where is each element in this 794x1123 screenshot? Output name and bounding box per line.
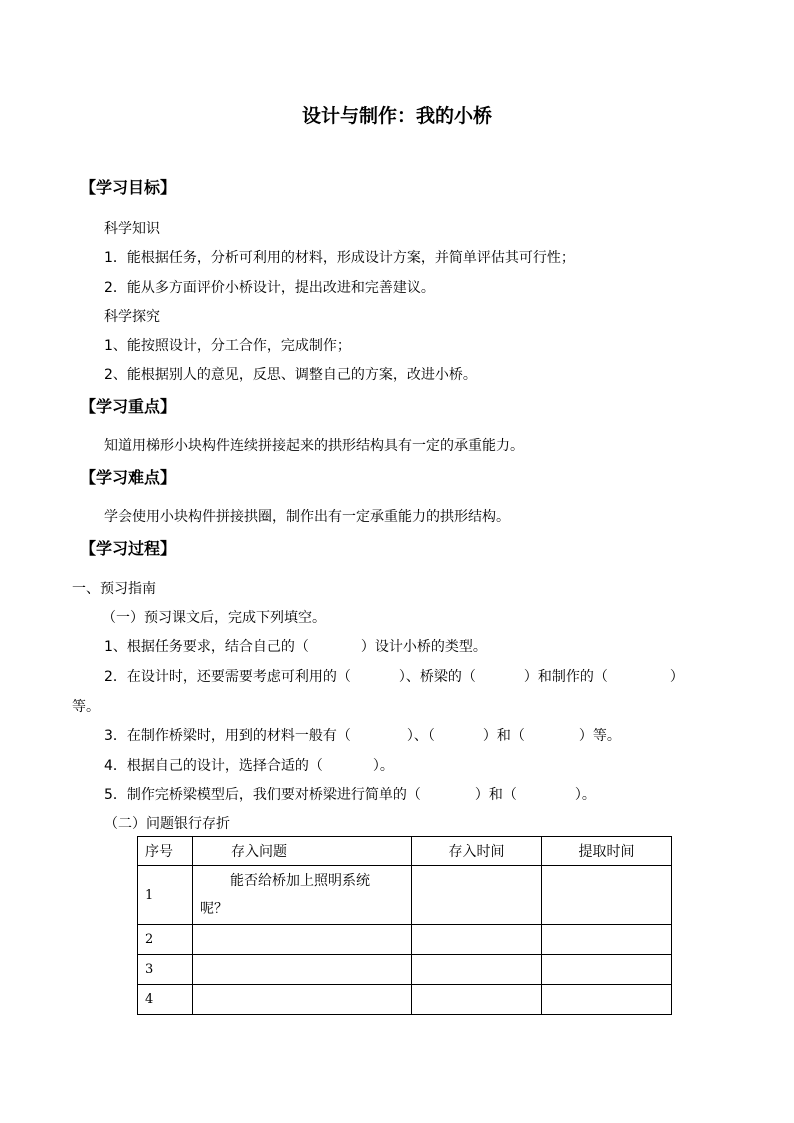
heading-difficulty: 【学习难点】 [80, 468, 177, 487]
question-bank-table [137, 836, 672, 1015]
goals-sub-knowledge: 科学知识 [104, 221, 160, 237]
key-text: 知道用梯形小块构件连续拼接起来的拱形结构具有一定的承重能力。 [104, 438, 524, 454]
row-question[interactable] [193, 955, 412, 985]
row-withdraw-time[interactable] [542, 955, 672, 985]
page-title: 设计与制作：我的小桥 [301, 105, 492, 127]
header-number: 序号 [138, 837, 193, 866]
process-sub-2: （二）问题银行存折 [104, 816, 230, 832]
row-question[interactable] [193, 925, 412, 955]
row-question[interactable] [193, 866, 412, 925]
goals-knowledge-item-2: 2．能从多方面评价小桥设计，提出改进和完善建议。 [104, 280, 435, 296]
fill-question-5: 5．制作完桥梁模型后，我们要对桥梁进行简单的（ ）和（ ）。 [104, 787, 596, 803]
row-deposit-time[interactable] [412, 925, 542, 955]
goals-inquiry-item-1: 1、能按照设计，分工合作，完成制作； [104, 338, 351, 354]
row-number: 2 [138, 925, 193, 955]
table-row [138, 925, 672, 955]
table-row [138, 985, 672, 1015]
fill-question-2: 2．在设计时，还要需要考虑可利用的（ ）、桥梁的（ ）和制作的（ ） [104, 669, 684, 685]
row-number: 1 [138, 866, 193, 925]
question-line-1: 能否给桥加上照明系统 [230, 873, 370, 889]
row-deposit-time[interactable] [412, 866, 542, 925]
fill-question-4: 4．根据自己的设计，选择合适的（ ）。 [104, 758, 394, 774]
goals-inquiry-item-2: 2、能根据别人的意见，反思、调整自己的方案，改进小桥。 [104, 367, 477, 383]
header-deposit-time: 存入时间 [412, 837, 542, 866]
row-number: 4 [138, 985, 193, 1015]
table-row [138, 955, 672, 985]
row-withdraw-time[interactable] [542, 985, 672, 1015]
heading-goals: 【学习目标】 [80, 178, 177, 197]
heading-key: 【学习重点】 [80, 397, 177, 416]
row-withdraw-time[interactable] [542, 866, 672, 925]
row-number: 3 [138, 955, 193, 985]
row-question[interactable] [193, 985, 412, 1015]
row-deposit-time[interactable] [412, 985, 542, 1015]
goals-knowledge-item-1: 1．能根据任务，分析可利用的材料，形成设计方案，并简单评估其可行性； [104, 250, 575, 266]
question-line-2: 呢？ [200, 901, 228, 917]
fill-question-3: 3．在制作桥梁时，用到的材料一般有（ ）、（ ）和（ ）等。 [104, 728, 621, 744]
row-withdraw-time[interactable] [542, 925, 672, 955]
difficulty-text: 学会使用小块构件拼接拱圈，制作出有一定承重能力的拱形结构。 [104, 509, 510, 525]
table-header-row [138, 837, 672, 866]
table-row [138, 866, 672, 925]
process-part-1: 一、预习指南 [72, 581, 156, 597]
heading-process: 【学习过程】 [80, 539, 177, 558]
fill-question-1: 1、根据任务要求，结合自己的（ ）设计小桥的类型。 [104, 639, 487, 655]
fill-question-2-continued: 等。 [72, 699, 100, 715]
header-question: 存入问题 [193, 837, 412, 866]
row-deposit-time[interactable] [412, 955, 542, 985]
header-withdraw-time: 提取时间 [542, 837, 672, 866]
goals-sub-inquiry: 科学探究 [104, 309, 160, 325]
process-sub-1: （一）预习课文后，完成下列填空。 [102, 610, 326, 626]
